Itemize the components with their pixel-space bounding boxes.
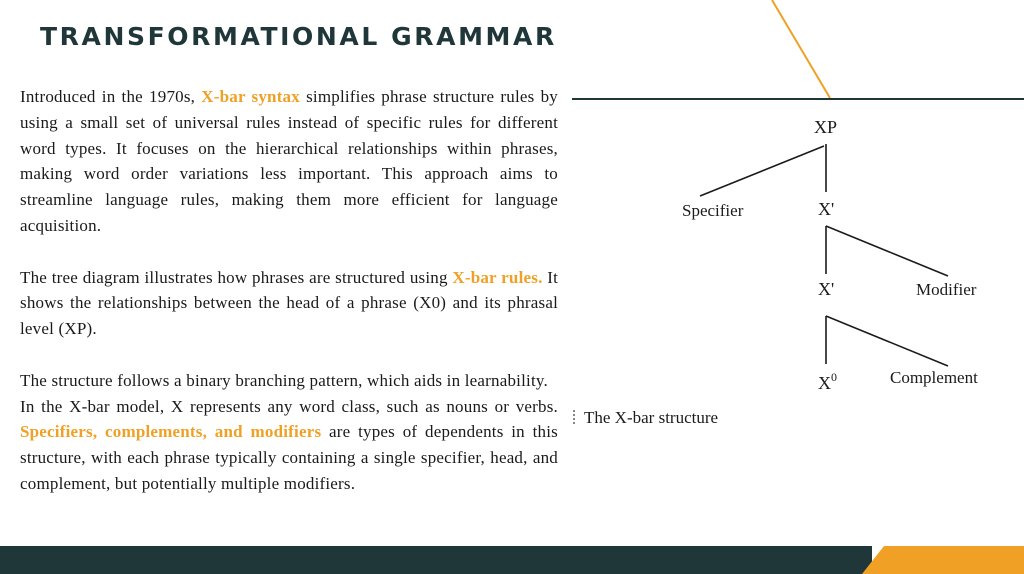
text-run: It shows the relationships between the head of a phrase (X0) and its phrasal level (XP). [20, 267, 559, 339]
paragraph-xbar-model [20, 394, 558, 497]
text-run: simplifies phrase structure rules by using a small set of universal rules instead of specific rules for different word types. It focuses on the hierarchical relationships within phrases, making word order variations less important. This approach aims to streamline language rules, making them more efficient for language acquisition. [20, 87, 558, 235]
node-x0-label: X [818, 373, 831, 393]
node-modifier: Modifier [916, 280, 977, 299]
highlight-dependents: Specifiers, complements, and modifiers [20, 422, 322, 442]
highlight-xbar-syntax: X-bar syntax [201, 87, 300, 106]
footer-dark-band [0, 546, 872, 574]
paragraph-xbar-intro [20, 84, 558, 239]
node-x0-superscript: 0 [831, 370, 837, 384]
branch-xbar-modifier [826, 226, 948, 276]
footer-bar [0, 546, 1024, 574]
body-text [20, 84, 558, 497]
highlight-xbar-rules: X-bar rules. [452, 267, 543, 287]
footer-accent-band [862, 546, 1024, 574]
diagram-caption: The X-bar structure [584, 408, 719, 427]
paragraph-tree-diagram [20, 265, 558, 342]
caption-marker [573, 410, 578, 424]
text-run: In the X-bar model, X represents any word class, such as nouns or verbs. [20, 396, 558, 416]
text-run: are types of dependents in this structure, with each phrase typically containing a single specifier, head, and complement, but potentially multiple modifiers. [20, 422, 558, 493]
text-run: Introduced in the 1970s, [20, 87, 202, 106]
branch-xbar-complement [826, 316, 948, 366]
node-specifier: Specifier [682, 201, 744, 220]
node-xbar-lower: X' [818, 279, 835, 299]
branch-xp-specifier [700, 146, 824, 196]
paragraph-binary-branching: The structure follows a binary branching pattern, which aids in learnability. [20, 370, 548, 390]
xbar-tree-diagram [570, 96, 1000, 396]
slide-title: TRANSFORMATIONAL GRAMMAR [40, 22, 557, 51]
node-complement: Complement [890, 368, 978, 387]
node-x0 [818, 370, 837, 393]
node-xp: XP [814, 117, 838, 137]
text-run: The tree diagram illustrates how phrases are structured using [20, 267, 453, 287]
node-xbar-upper: X' [818, 199, 835, 219]
